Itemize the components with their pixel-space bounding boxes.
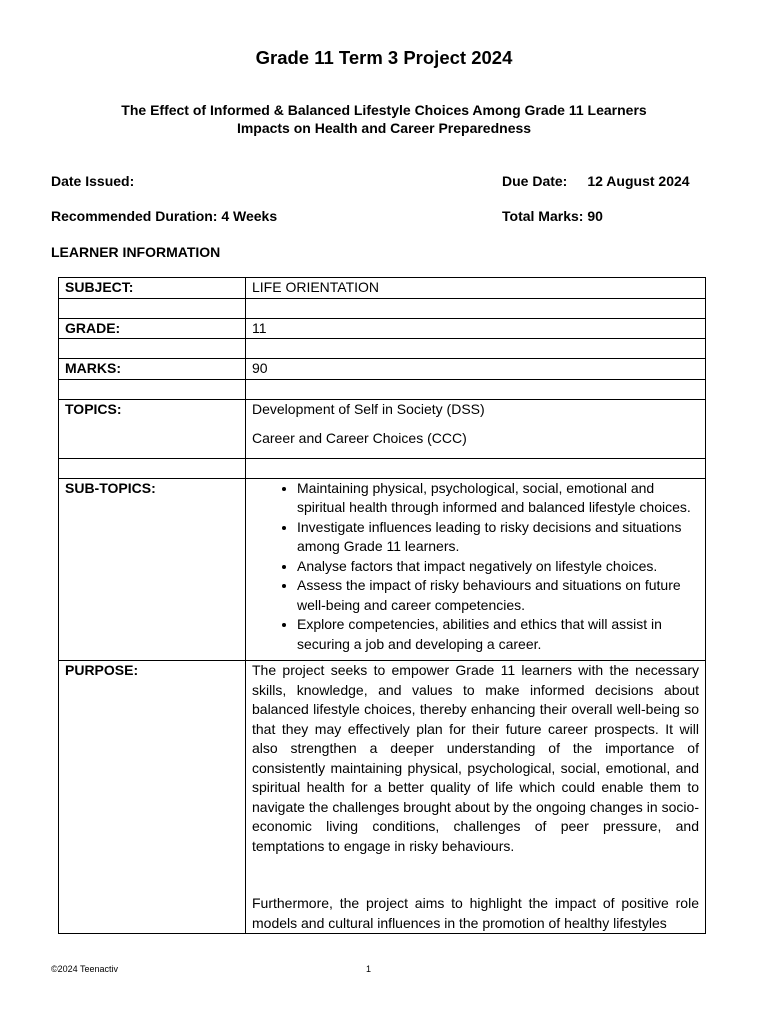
due-date-value: 12 August 2024 <box>587 173 690 189</box>
subtopics-list <box>252 479 699 655</box>
document-title: Grade 11 Term 3 Project 2024 <box>255 47 513 68</box>
subtopic-item: • Assess the impact of risky behaviours and situations on future well-being and career competencies. <box>297 576 699 615</box>
spacer-row <box>59 339 706 359</box>
purpose-paragraph: The project seeks to empower Grade 11 learners with the necessary skills, knowledge, and values to make informed decisions about balanced lifestyle choices, thereby enhancing their overall well-being so that they may effectively plan for their future career prospects. It will also strengthen a deeper understanding of the importance of consistently maintaining physical, psychological, social, emotional, and spiritual health for a better quality of life which could enable them to navigate the challenges brought about by the ongoing changes in socio-economic living conditions, challenges of peer pressure, and temptations to engage in risky behaviours. <box>252 662 699 854</box>
subtopic-item: • Analyse factors that impact negatively on lifestyle choices. <box>297 557 699 577</box>
subtopic-item: • Explore competencies, abilities and ethics that will assist in securing a job and developing a career. <box>297 615 699 654</box>
topic-item: Career and Career Choices (CCC) <box>252 430 467 446</box>
spacer-row <box>59 298 706 318</box>
subtopic-item: • Investigate influences leading to risky decisions and situations among Grade 11 learners. <box>297 518 699 557</box>
purpose-label: PURPOSE: <box>59 661 246 934</box>
marks-value: 90 <box>246 359 706 380</box>
learner-information-heading: LEARNER INFORMATION <box>51 244 221 260</box>
due-date <box>502 173 690 189</box>
subtopics-label: SUB-TOPICS: <box>59 478 246 661</box>
subject-label: SUBJECT: <box>59 278 246 299</box>
subtopics-value <box>246 478 706 661</box>
grade-value: 11 <box>246 318 706 339</box>
purpose-paragraph: Furthermore, the project aims to highlight the impact of positive role models and cultural influences in the promotion of healthy lifestyles <box>252 895 699 931</box>
recommended-duration: Recommended Duration: 4 Weeks <box>51 208 278 224</box>
date-issued-label: Date Issued: <box>51 173 135 189</box>
topics-label: TOPICS: <box>59 399 246 458</box>
footer-copyright: ©2024 Teenactiv <box>51 964 119 974</box>
due-date-label: Due Date: <box>502 173 568 189</box>
grade-row <box>59 318 706 339</box>
subtopic-item: • Maintaining physical, psychological, social, emotional and spiritual health through informed and balanced lifestyle choices. <box>297 479 699 518</box>
topics-value <box>246 399 706 458</box>
subject-value: LIFE ORIENTATION <box>246 278 706 299</box>
subtitle-line-1: The Effect of Informed & Balanced Lifestyle Choices Among Grade 11 Learners <box>121 102 647 118</box>
learner-information-table <box>58 277 706 934</box>
document-subtitle <box>0 101 768 137</box>
marks-label: MARKS: <box>59 359 246 380</box>
subtitle-line-2: Impacts on Health and Career Preparedness <box>236 120 532 136</box>
spacer-row <box>59 379 706 399</box>
topic-item: Development of Self in Society (DSS) <box>252 400 485 417</box>
marks-row <box>59 359 706 380</box>
purpose-row <box>59 661 706 934</box>
footer-page-number: 1 <box>366 964 372 974</box>
subject-row <box>59 278 706 299</box>
topics-row <box>59 399 706 458</box>
spacer-row <box>59 458 706 478</box>
total-marks: Total Marks: 90 <box>502 208 603 224</box>
subtopics-row <box>59 478 706 661</box>
grade-label: GRADE: <box>59 318 246 339</box>
purpose-value <box>246 661 706 934</box>
